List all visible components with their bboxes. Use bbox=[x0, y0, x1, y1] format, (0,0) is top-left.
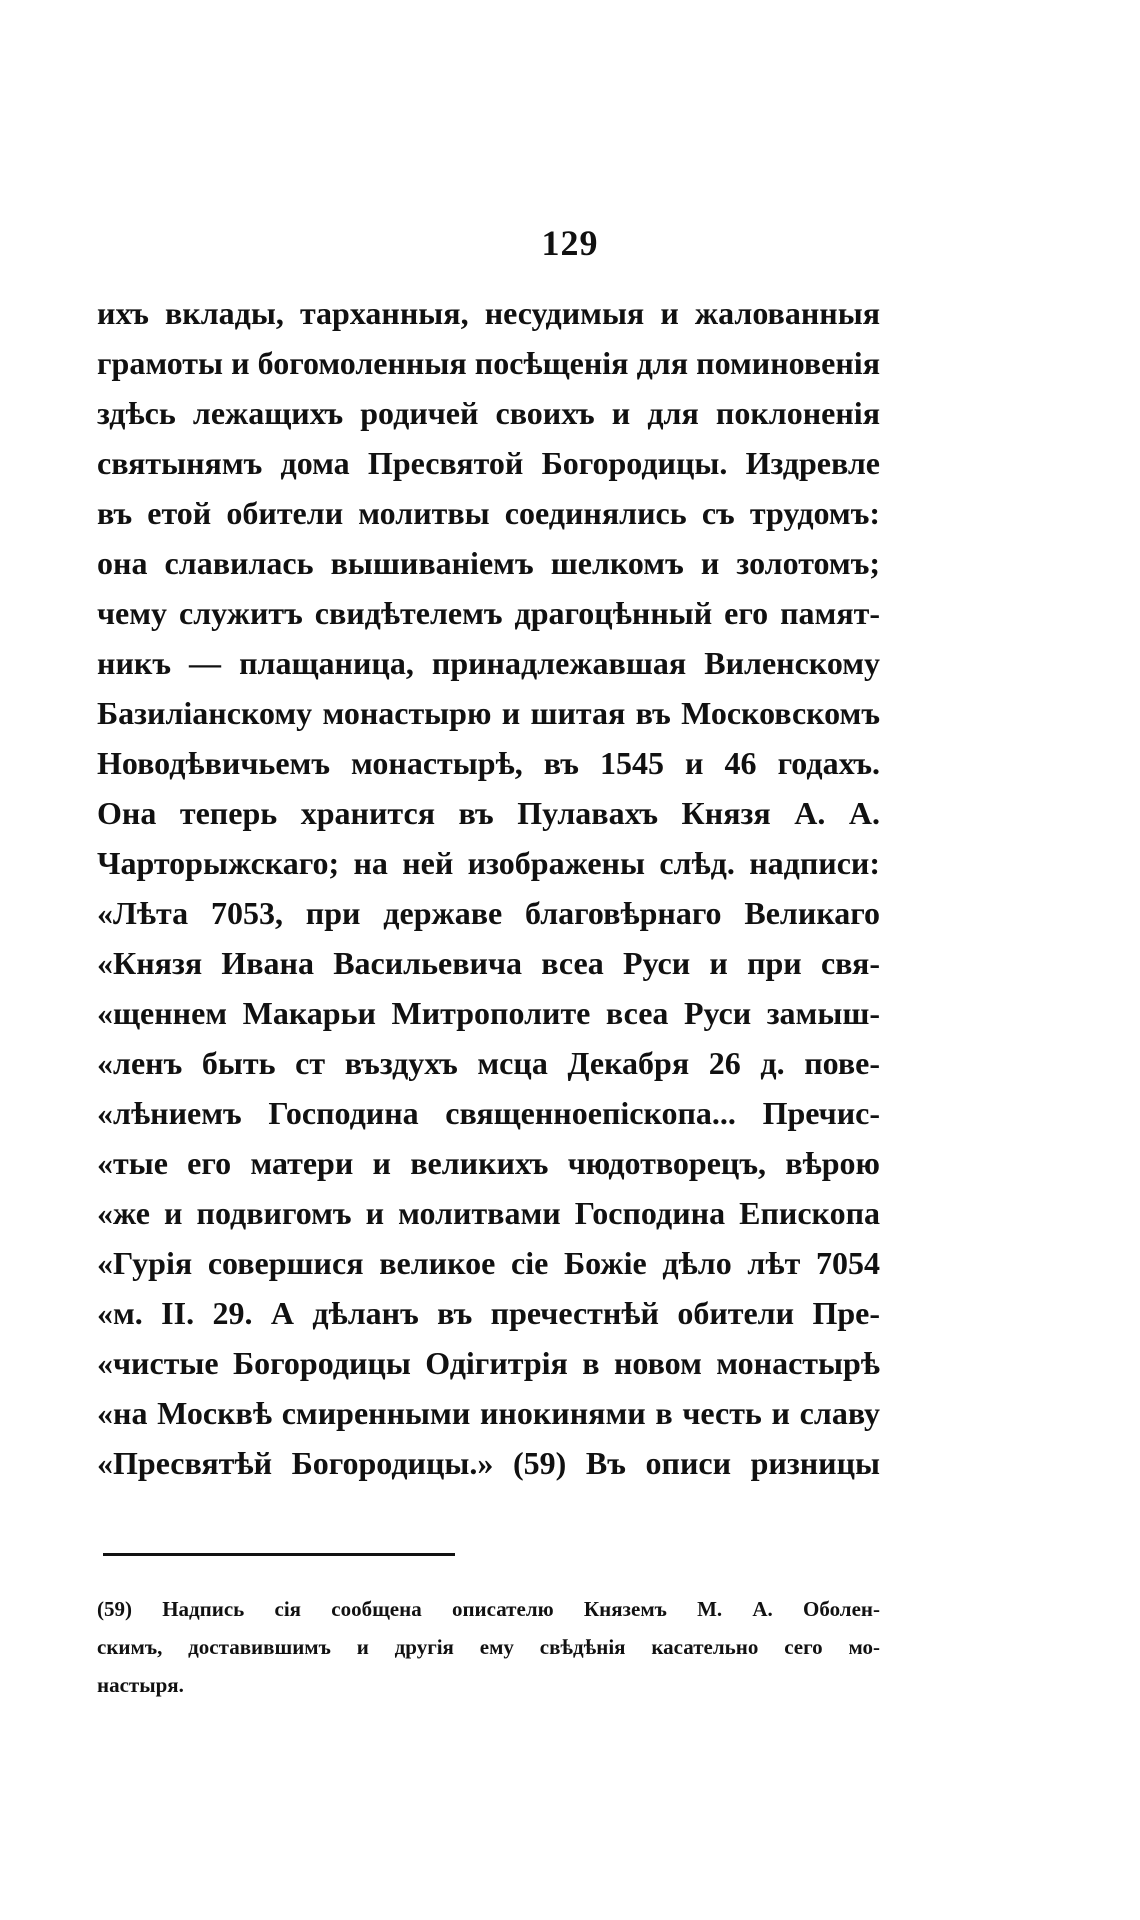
text-line: Чарторыжскаго; на ней изображены слѣд. надписи: bbox=[97, 845, 880, 881]
text-line: «щеннем Макарьи Митрополите всеа Руси замыш- bbox=[97, 995, 880, 1031]
text-line: «Лѣта 7053, при державе благовѣрнаго Великаго bbox=[97, 895, 880, 931]
text-line: «Князя Ивана Васильевича всеа Руси и при свя- bbox=[97, 945, 880, 981]
text-line: здѣсь лежащихъ родичей своихъ и для поклоненія bbox=[97, 395, 880, 431]
text-line: она славилась вышиваніемъ шелкомъ и золотомъ; bbox=[97, 545, 880, 581]
footnote bbox=[97, 1590, 880, 1704]
footnote-line: (59) Надпись сія сообщена описателю Княземъ М. А. Оболен- bbox=[97, 1597, 880, 1621]
main-text bbox=[97, 288, 880, 1488]
text-line: «Пресвятѣй Богородицы.» (59) Въ описи ризницы bbox=[97, 1445, 880, 1481]
page-number: 129 bbox=[541, 223, 599, 263]
text-line: «же и подвигомъ и молитвами Господина Епископа bbox=[97, 1195, 880, 1231]
text-line: «лѣниемъ Господина священноепіскопа... Пречис- bbox=[97, 1095, 880, 1131]
text-line: Новодѣвичьемъ монастырѣ, въ 1545 и 46 годахъ. bbox=[97, 745, 880, 781]
footnote-line: настыря. bbox=[97, 1673, 184, 1697]
text-line: ихъ вклады, тарханныя, несудимыя и жалованныя bbox=[97, 295, 880, 331]
text-line: «ленъ быть ст въздухъ мсца Декабря 26 д. пове- bbox=[97, 1045, 880, 1081]
text-line: святынямъ дома Пресвятой Богородицы. Издревле bbox=[97, 445, 880, 481]
text-line: никъ — плащаница, принадлежавшая Виленскому bbox=[97, 645, 880, 681]
text-line: «на Москвѣ смиренными инокинями в честь и славу bbox=[97, 1395, 880, 1431]
text-line: «чистые Богородицы Одігитрія в новом монастырѣ bbox=[97, 1345, 880, 1381]
text-line: грамоты и богомоленныя посѣщенія для поминовенія bbox=[97, 345, 880, 381]
text-line: Она теперь хранится въ Пулавахъ Князя А. А. bbox=[97, 795, 880, 831]
text-line: въ етой обители молитвы соединялись съ трудомъ: bbox=[97, 495, 880, 531]
text-line: «тые его матери и великихъ чюдотворецъ, вѣрою bbox=[97, 1145, 880, 1181]
footnote-line: скимъ, доставившимъ и другія ему свѣдѣнія касательно сего мо- bbox=[97, 1635, 880, 1659]
footnote-divider bbox=[103, 1553, 455, 1556]
text-line: «м. II. 29. А дѣланъ въ пречестнѣй обители Пре- bbox=[97, 1295, 880, 1331]
text-line: «Гурія совершися великое сіе Божіе дѣло лѣт 7054 bbox=[97, 1245, 880, 1281]
text-line: Базиліанскому монастырю и шитая въ Московскомъ bbox=[97, 695, 880, 731]
text-line: чему служитъ свидѣтелемъ драгоцѣнный его памят- bbox=[97, 595, 880, 631]
